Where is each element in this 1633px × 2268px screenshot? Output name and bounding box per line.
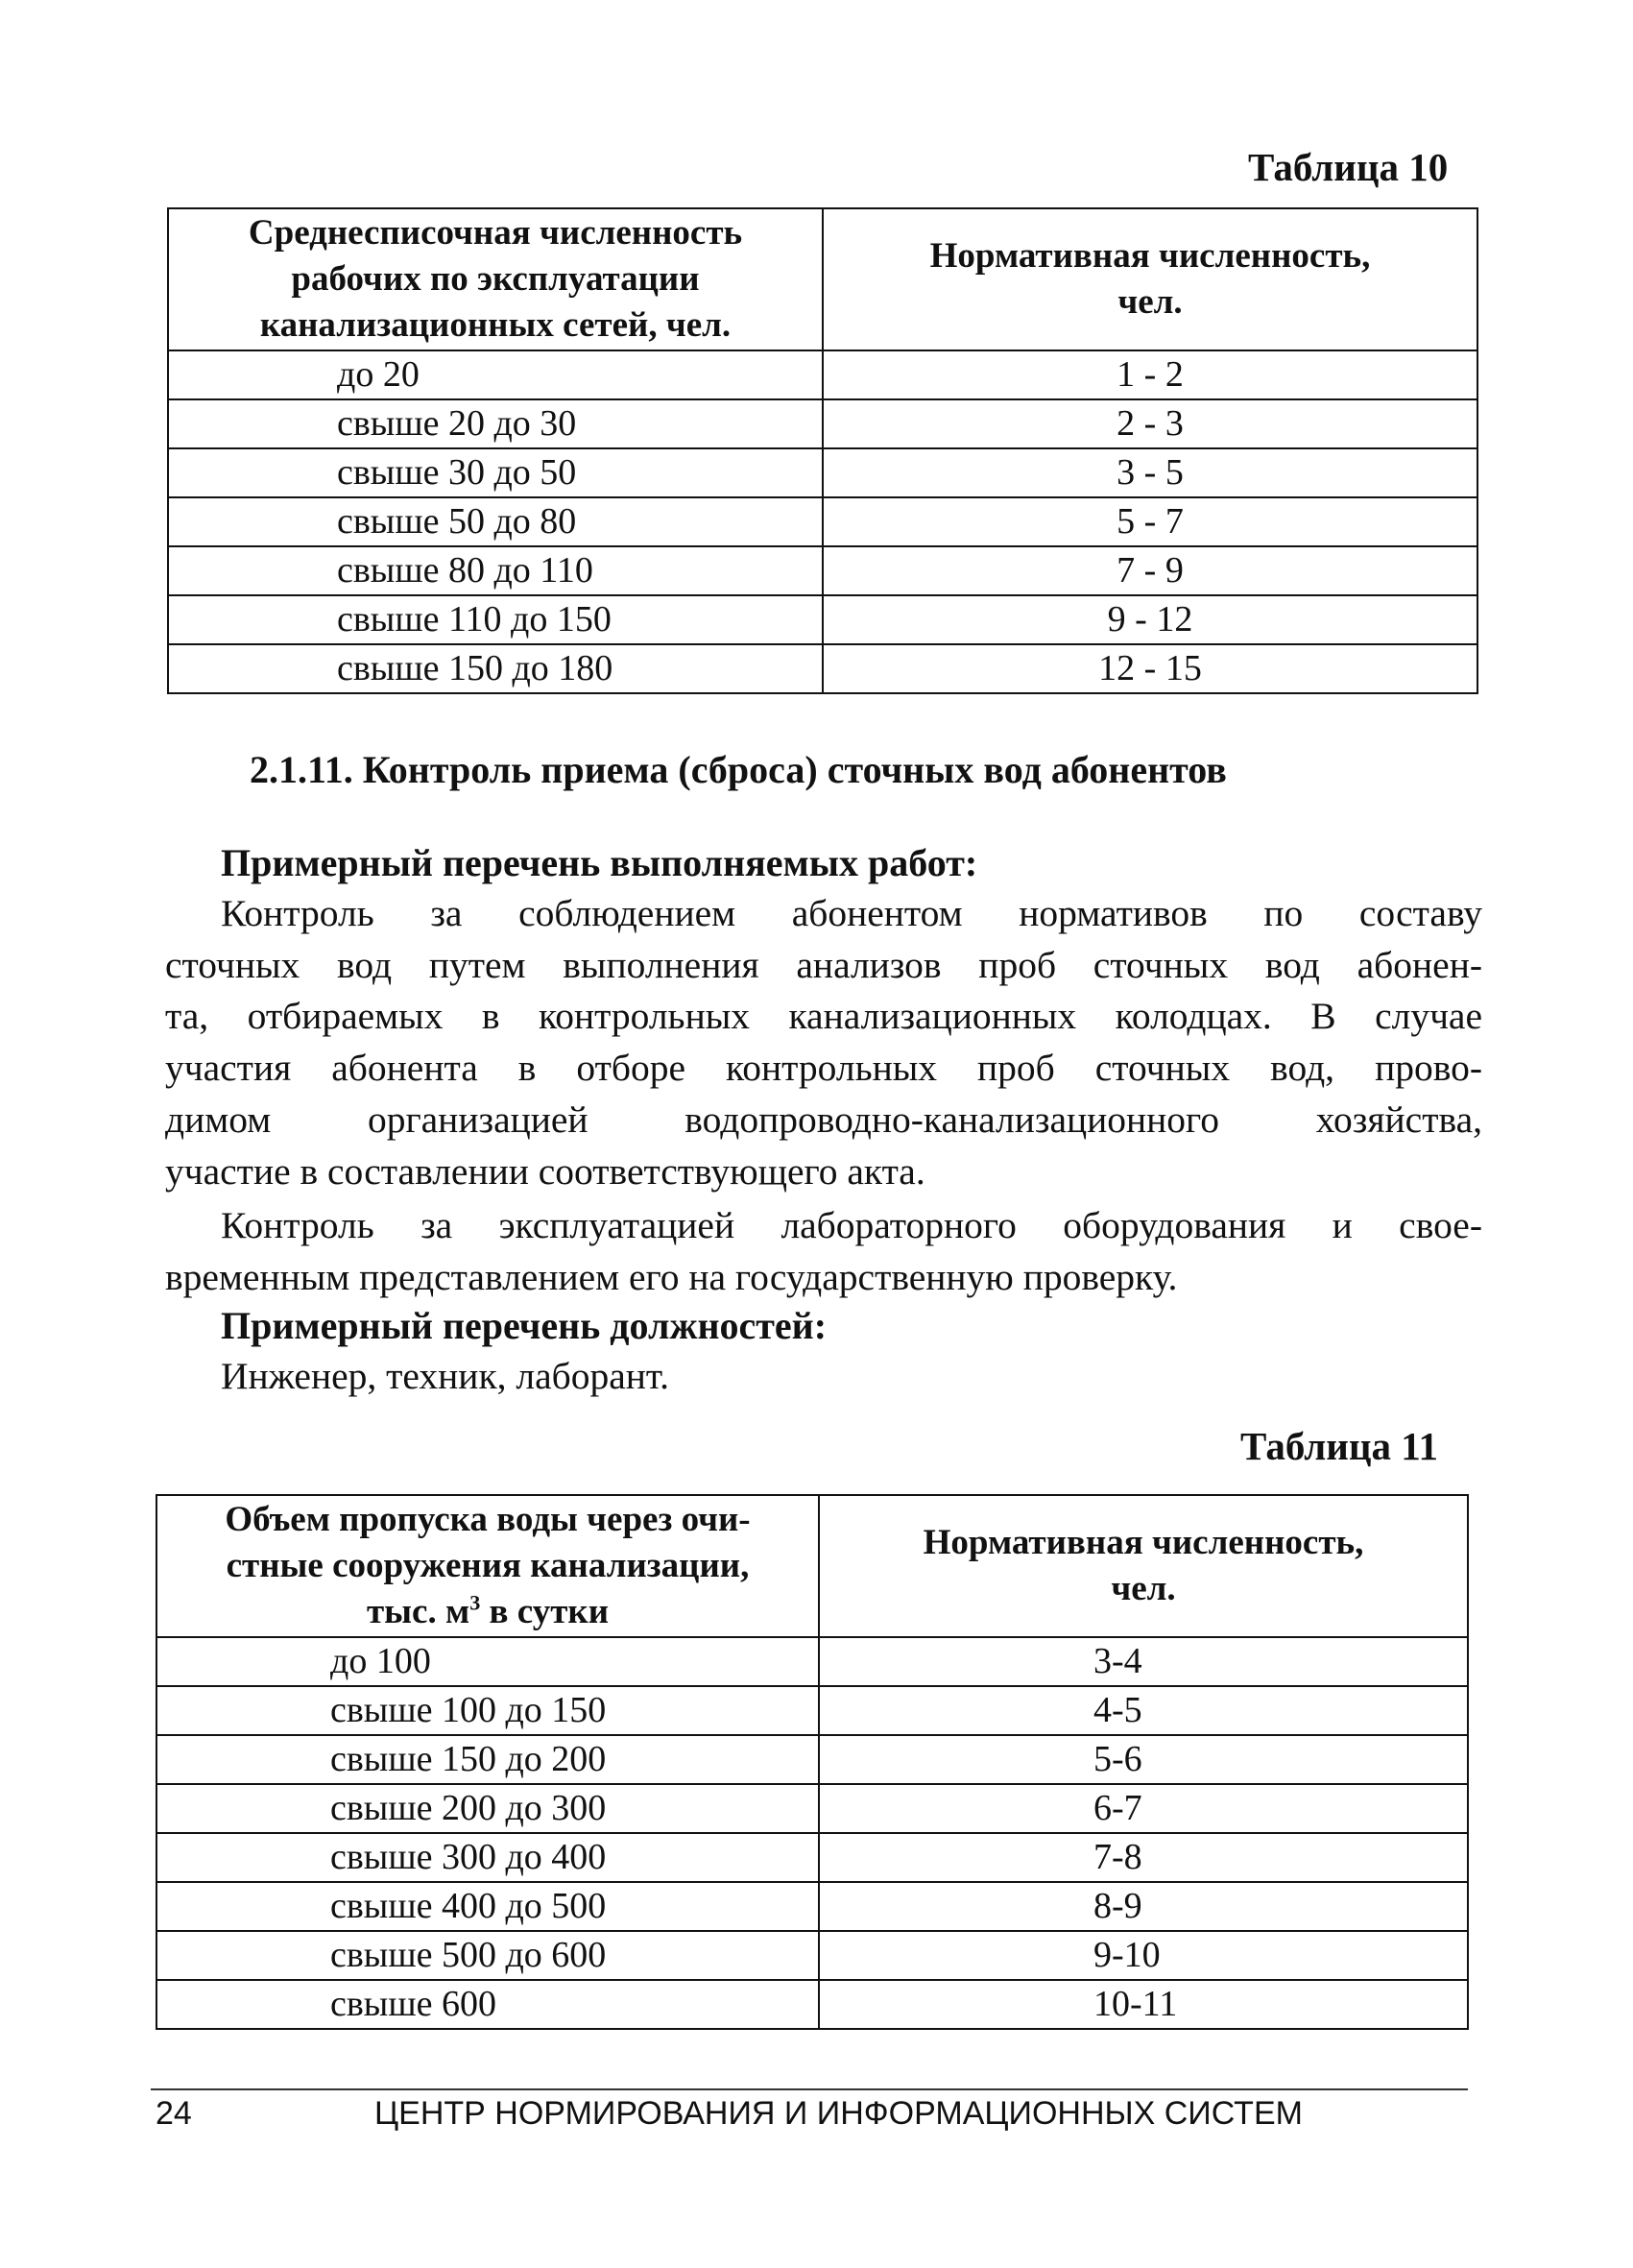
range-cell: свыше 200 до 300 [156,1784,819,1833]
norm-cell: 4-5 [819,1686,1468,1735]
table-11-caption: Таблица 11 [1240,1424,1439,1468]
superscript: 3 [469,1590,481,1615]
range-cell: свыше 400 до 500 [156,1882,819,1931]
table-row [156,1980,1468,2029]
text-line: та, отбираемых в контрольных канализационных колодцах. В случае [165,995,1482,1038]
header-line [157,1589,818,1635]
norm-cell: 5 - 7 [823,497,1477,546]
norm-cell: 2 - 3 [823,399,1477,448]
table-row [168,644,1477,693]
header-line: Нормативная численность, [923,1522,1364,1562]
table-row [156,1735,1468,1784]
header-text: в сутки [480,1592,610,1632]
header-text: тыс. м [366,1592,470,1632]
range-cell: свыше 50 до 80 [168,497,823,546]
table-row [156,1931,1468,1980]
norm-cell: 1 - 2 [823,350,1477,399]
norm-cell: 12 - 15 [823,644,1477,693]
table-row [168,399,1477,448]
range-cell: свыше 500 до 600 [156,1931,819,1980]
range-cell: свыше 150 до 180 [168,644,823,693]
table-10-header-col1 [168,208,823,350]
footer-divider [151,2088,1468,2090]
table-row [156,1686,1468,1735]
works-paragraph-1 [165,888,1482,1197]
works-heading: Примерный перечень выполняемых работ: [221,841,978,884]
range-cell: свыше 30 до 50 [168,448,823,497]
header-line: Объем пропуска воды через очи- [225,1499,751,1539]
range-cell: до 100 [156,1637,819,1686]
table-row [168,497,1477,546]
text-line: Контроль за эксплуатацией лабораторного оборудования и свое- [221,1204,1482,1246]
range-cell: свыше 600 [156,1980,819,2029]
section-title: 2.1.11. Контроль приема (сброса) сточных вод абонентов [250,748,1227,791]
table-row [168,595,1477,644]
norm-cell: 5-6 [819,1735,1468,1784]
positions-paragraph [165,1351,1482,1403]
header-line: рабочих по эксплуатации [291,258,700,299]
range-cell: свыше 100 до 150 [156,1686,819,1735]
norm-cell: 3-4 [819,1637,1468,1686]
range-cell: до 20 [168,350,823,399]
table-11-header-col1 [156,1495,819,1637]
norm-cell: 10-11 [819,1980,1468,2029]
positions-heading: Примерный перечень должностей: [221,1304,828,1347]
table-row [156,1637,1468,1686]
range-cell: свыше 80 до 110 [168,546,823,595]
table-row [168,350,1477,399]
norm-cell: 9 - 12 [823,595,1477,644]
header-line: Нормативная численность, [929,235,1371,276]
table-row [156,1833,1468,1882]
table-header-row [156,1495,1468,1637]
table-row [156,1882,1468,1931]
range-cell: свыше 150 до 200 [156,1735,819,1784]
publisher-footer: ЦЕНТР НОРМИРОВАНИЯ И ИНФОРМАЦИОННЫХ СИСТЕМ [374,2095,1303,2132]
table-10-header-col2 [823,208,1477,350]
page-number: 24 [156,2095,192,2132]
norm-cell: 7-8 [819,1833,1468,1882]
text-line: участие в составлении соответствующего акта. [165,1149,925,1193]
text-line: Контроль за соблюдением абонентом нормативов по составу [221,892,1482,934]
norm-cell: 9-10 [819,1931,1468,1980]
text-line: димом организацией водопроводно-канализационного хозяйства, [165,1098,1482,1141]
table-11 [156,1494,1469,2030]
header-line: Среднесписочная численность [248,212,743,253]
norm-cell: 7 - 9 [823,546,1477,595]
table-10 [167,207,1478,694]
range-cell: свыше 20 до 30 [168,399,823,448]
table-row [168,546,1477,595]
header-line: чел. [1111,1569,1176,1608]
norm-cell: 6-7 [819,1784,1468,1833]
text-line: временным представлением его на государственную проверку. [165,1255,1178,1298]
text-line: Инженер, техник, лаборант. [221,1355,670,1397]
range-cell: свыше 300 до 400 [156,1833,819,1882]
table-10-caption: Таблица 10 [1248,145,1449,189]
table-row [156,1784,1468,1833]
range-cell: свыше 110 до 150 [168,595,823,644]
table-row [168,448,1477,497]
text-line: участия абонента в отборе контрольных проб сточных вод, прово- [165,1047,1482,1090]
norm-cell: 3 - 5 [823,448,1477,497]
norm-cell: 8-9 [819,1882,1468,1931]
text-line: сточных вод путем выполнения анализов проб сточных вод абонен- [165,943,1482,986]
header-line: канализационных сетей, чел. [259,305,732,346]
header-line: чел. [1117,282,1183,322]
table-header-row [168,208,1477,350]
table-11-header-col2 [819,1495,1468,1637]
header-line: стные сооружения канализации, [226,1545,750,1585]
works-paragraph-2 [165,1200,1482,1303]
